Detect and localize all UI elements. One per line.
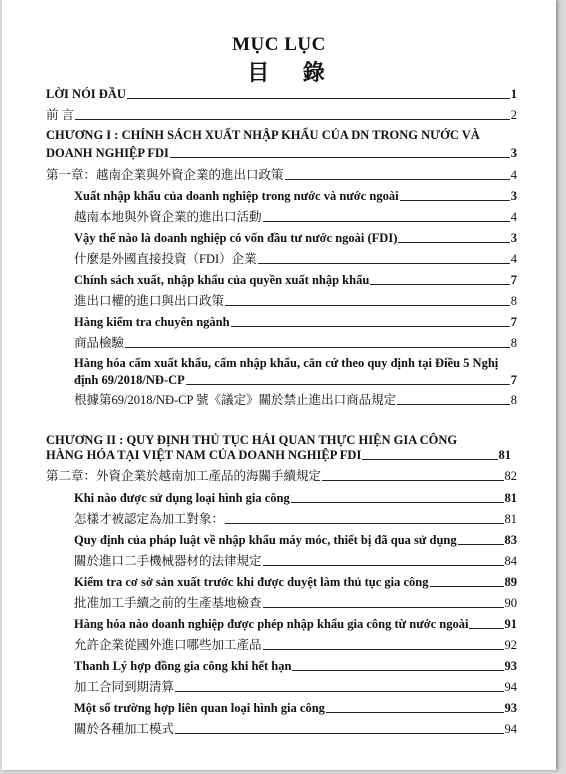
toc-page-number: 81 <box>498 448 511 462</box>
toc-entry[interactable] <box>74 393 517 407</box>
toc-page-number: 4 <box>510 252 517 266</box>
toc-entry-text: 越南本地與外資企業的進出口活動 <box>74 210 262 224</box>
toc-page-number: 93 <box>504 701 517 715</box>
toc-entry[interactable] <box>74 210 517 224</box>
toc-entry[interactable] <box>74 638 517 652</box>
toc-entry[interactable] <box>74 315 517 329</box>
toc-entry-text: Vậy thế nào là doanh nghiệp có vốn đầu tư nước ngoài (FDI) <box>74 231 398 245</box>
toc-entry-text: Chính sách xuất, nhập khẩu của quyền xuất nhập khẩu <box>74 273 370 287</box>
toc-page-number: 8 <box>510 294 517 308</box>
toc-page-number: 3 <box>510 189 517 203</box>
toc-page-number: 93 <box>504 659 517 673</box>
dot-leader <box>291 502 504 503</box>
toc-entry-text: 什麼是外國直接投資（FDI）企業 <box>74 252 257 266</box>
toc-entry[interactable] <box>74 533 517 547</box>
toc-chapter-2-vi[interactable] <box>46 448 511 462</box>
toc-page-number: 81 <box>504 512 517 526</box>
toc-entry-text: Khi nào được sử dụng loại hình gia công <box>74 491 290 505</box>
toc-entry[interactable] <box>74 596 517 610</box>
toc-entry[interactable] <box>74 231 517 245</box>
toc-chapter-2-line1: CHƯƠNG II : QUY ĐỊNH THỦ TỤC HẢI QUAN THỰC HIỆN GIA CÔNG <box>46 433 458 447</box>
toc-entry-text: 批准加工手續之前的生產基地檢查 <box>74 596 262 610</box>
toc-entry-preface-vi[interactable] <box>46 87 517 101</box>
title-vietnamese: MỤC LỤC <box>232 34 326 55</box>
toc-page-number: 4 <box>510 210 517 224</box>
toc-entry[interactable] <box>74 722 517 736</box>
toc-entry-text: Hàng kiểm tra chuyên ngành <box>74 315 230 329</box>
dot-leader <box>175 733 503 734</box>
toc-entry-text: Quy định của pháp luật về nhập khẩu máy móc, thiết bị đã qua sử dụng <box>74 533 457 547</box>
toc-chapter-1-zh[interactable] <box>46 168 517 182</box>
toc-entry-text: 根據第69/2018/NĐ-CP 號《議定》關於禁止進出口商品規定 <box>74 393 397 407</box>
toc-entry[interactable] <box>74 189 517 203</box>
toc-entry-text: Xuất nhập khẩu của doanh nghiệp trong nước và nước ngoài <box>74 189 399 203</box>
toc-page-number: 3 <box>510 146 517 160</box>
toc-entry-text: DOANH NGHIỆP FDI <box>46 146 169 160</box>
toc-page-number: 1 <box>510 87 517 101</box>
dot-leader <box>469 628 503 629</box>
toc-page-number: 84 <box>504 554 517 568</box>
toc-entry-text: 商品檢驗 <box>74 336 125 350</box>
dot-leader <box>258 263 510 264</box>
toc-entry-text: 第一章：越南企業與外資企業的進出口政策 <box>46 168 284 182</box>
toc-page-number: 7 <box>510 315 517 329</box>
toc-page-number: 8 <box>510 336 517 350</box>
dot-leader <box>362 459 497 460</box>
toc-chapter-1-vi[interactable] <box>46 146 517 160</box>
dot-leader <box>370 284 509 285</box>
toc-entry[interactable] <box>74 575 517 589</box>
dot-leader <box>292 670 503 671</box>
toc-entry[interactable] <box>74 680 517 694</box>
title-chinese: 目 錄 <box>247 60 339 85</box>
toc-entry[interactable] <box>74 273 517 287</box>
toc-page-number: 7 <box>510 373 517 387</box>
toc-chapter-2-zh[interactable] <box>46 469 517 483</box>
toc-page-number: 94 <box>504 722 517 736</box>
dot-leader <box>125 347 510 348</box>
toc-entry[interactable] <box>74 701 517 715</box>
dot-leader <box>285 179 510 180</box>
toc-page-number: 89 <box>504 575 517 589</box>
toc-entry-preface-zh[interactable] <box>46 108 517 122</box>
toc-entry-text: 關於進口二手機械器材的法律規定 <box>74 554 262 568</box>
dot-leader <box>322 480 503 481</box>
toc-page-number: 2 <box>510 108 517 122</box>
toc-entry-text: 怎樣才被認定為加工對象： <box>74 512 225 526</box>
toc-page-number: 91 <box>504 617 517 631</box>
toc-entry[interactable] <box>74 294 517 308</box>
dot-leader <box>263 565 504 566</box>
dot-leader <box>127 98 510 99</box>
toc-page-number: 7 <box>510 273 517 287</box>
dot-leader <box>231 326 510 327</box>
toc-entry-text: 第二章：外資企業於越南加工產品的海關手續規定 <box>46 469 322 483</box>
toc-entry[interactable] <box>74 373 517 387</box>
toc-entry-text: 進出口權的進口與出口政策 <box>74 294 225 308</box>
dot-leader <box>326 712 504 713</box>
dot-leader <box>263 221 510 222</box>
toc-entry-text: Kiểm tra cơ sở sản xuất trước khi được duyệt làm thủ tục gia công <box>74 575 429 589</box>
dot-leader <box>397 404 510 405</box>
toc-entry-text: 加工合同到期清算 <box>74 680 175 694</box>
dot-leader <box>186 384 510 385</box>
dot-leader <box>170 157 510 158</box>
toc-page-number: 83 <box>504 533 517 547</box>
toc-entry-text: Một số trường hợp liên quan loại hình gia công <box>74 701 325 715</box>
toc-entry[interactable] <box>74 659 517 673</box>
dot-leader <box>398 242 509 243</box>
dot-leader <box>263 649 504 650</box>
toc-page-number: 4 <box>510 168 517 182</box>
toc-chapter-1-line1: CHƯƠNG I : CHÍNH SÁCH XUẤT NHẬP KHẨU CỦA DN TRONG NƯỚC VÀ <box>46 128 480 142</box>
dot-leader <box>175 691 503 692</box>
toc-entry[interactable] <box>74 617 517 631</box>
toc-entry-line1: Hàng hóa cấm xuất khẩu, cấm nhập khẩu, căn cứ theo quy định tại Điều 5 Nghị <box>74 356 499 370</box>
toc-page-number: 90 <box>504 596 517 610</box>
toc-entry[interactable] <box>74 252 517 266</box>
dot-leader <box>225 523 503 524</box>
toc-entry[interactable] <box>74 554 517 568</box>
dot-leader <box>75 119 510 120</box>
toc-page-number: 94 <box>504 680 517 694</box>
toc-entry-text: LỜI NÓI ĐẦU <box>46 87 126 101</box>
toc-page-number: 81 <box>504 491 517 505</box>
toc-entry-text: định 69/2018/NĐ-CP <box>74 373 185 387</box>
toc-entry-text: 允許企業從國外進口哪些加工產品 <box>74 638 262 652</box>
dot-leader <box>263 607 504 608</box>
toc-entry-text: 關於各種加工模式 <box>74 722 175 736</box>
dot-leader <box>225 305 510 306</box>
toc-page-number: 82 <box>504 469 517 483</box>
toc-entry[interactable] <box>74 491 517 505</box>
toc-entry[interactable] <box>74 336 517 350</box>
toc-entry-text: Hàng hóa nào doanh nghiệp được phép nhập khẩu gia công từ nước ngoài <box>74 617 469 631</box>
toc-page-number: 3 <box>510 231 517 245</box>
document-page <box>2 0 556 770</box>
dot-leader <box>458 544 504 545</box>
toc-page-number: 8 <box>510 393 517 407</box>
dot-leader <box>400 200 510 201</box>
toc-entry[interactable] <box>74 512 517 526</box>
dot-leader <box>430 586 504 587</box>
toc-page-number: 92 <box>504 638 517 652</box>
toc-entry-text: 前 言 <box>46 108 75 122</box>
toc-entry-text: Thanh Lý hợp đồng gia công khi hết hạn <box>74 659 292 673</box>
toc-entry-text: HÀNG HÓA TẠI VIỆT NAM CỦA DOANH NGHIỆP FDI <box>46 448 362 462</box>
